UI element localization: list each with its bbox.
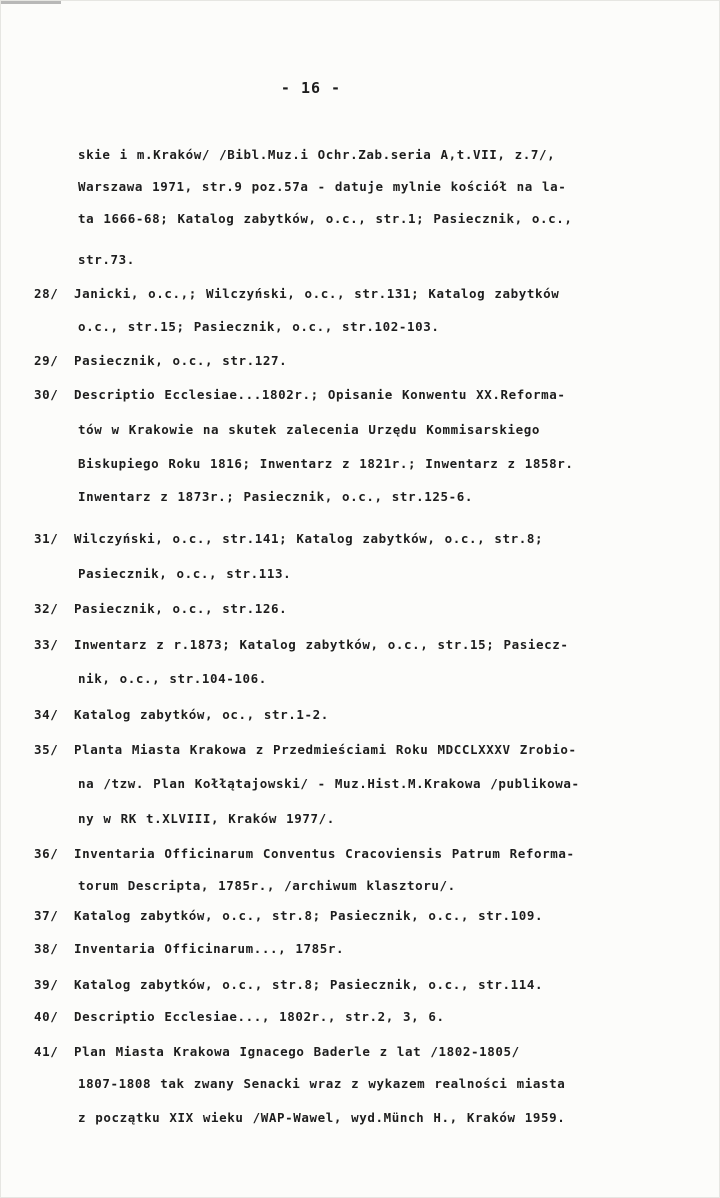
note-number: 30/ [34, 387, 59, 402]
note-number: 33/ [34, 637, 59, 652]
note-number: 39/ [34, 977, 59, 992]
note-number: 40/ [34, 1009, 59, 1024]
note-line: Warszawa 1971, str.9 poz.57a - datuje mylnie kościół na la- [78, 179, 567, 194]
note-line: Pasiecznik, o.c., str.113. [78, 566, 292, 581]
note-number: 34/ [34, 707, 59, 722]
note-line: tów w Krakowie na skutek zalecenia Urzędu Kommisarskiego [78, 422, 541, 437]
note-line: Katalog zabytków, oc., str.1-2. [74, 707, 329, 722]
note-number: 35/ [34, 742, 59, 757]
note-line: Inwentarz z r.1873; Katalog zabytków, o.c., str.15; Pasiecz- [74, 637, 569, 652]
note-30 [34, 387, 566, 402]
note-number: 31/ [34, 531, 59, 546]
note-28 [34, 286, 559, 301]
note-number: 38/ [34, 941, 59, 956]
note-number: 41/ [34, 1044, 59, 1059]
note-number: 29/ [34, 353, 59, 368]
note-line: Planta Miasta Krakowa z Przedmieściami Roku MDCCLXXXV Zrobio- [74, 742, 577, 757]
note-line: Inventaria Officinarum Conventus Cracoviensis Patrum Reforma- [74, 846, 575, 861]
note-number: 36/ [34, 846, 59, 861]
note-line: Pasiecznik, o.c., str.127. [74, 353, 288, 368]
note-line: Janicki, o.c.,; Wilczyński, o.c., str.131; Katalog zabytków [74, 286, 560, 301]
note-number: 37/ [34, 908, 59, 923]
note-line: na /tzw. Plan Kołłątajowski/ - Muz.Hist.M.Krakowa /publikowa- [78, 776, 580, 791]
note-line: Katalog zabytków, o.c., str.8; Pasiecznik, o.c., str.109. [74, 908, 544, 923]
note-line: Inventaria Officinarum..., 1785r. [74, 941, 345, 956]
note-line: str.73. [78, 252, 135, 267]
note-line: Katalog zabytków, o.c., str.8; Pasiecznik, o.c., str.114. [74, 977, 544, 992]
note-41 [34, 1044, 520, 1059]
note-29 [34, 353, 287, 368]
note-line: nik, o.c., str.104-106. [78, 671, 267, 686]
note-38 [34, 941, 344, 956]
note-line: Descriptio Ecclesiae...1802r.; Opisanie Konwentu XX.Reforma- [74, 387, 566, 402]
note-line: ta 1666-68; Katalog zabytków, o.c., str.1; Pasiecznik, o.c., [78, 211, 573, 226]
note-line: o.c., str.15; Pasiecznik, o.c., str.102-103. [78, 319, 440, 334]
note-line: Wilczyński, o.c., str.141; Katalog zabytków, o.c., str.8; [74, 531, 544, 546]
note-31 [34, 531, 543, 546]
note-39 [34, 977, 543, 992]
note-36 [34, 846, 575, 861]
note-33 [34, 637, 569, 652]
note-line: Biskupiego Roku 1816; Inwentarz z 1821r.; Inwentarz z 1858r. [78, 456, 574, 471]
note-35 [34, 742, 577, 757]
note-line: Pasiecznik, o.c., str.126. [74, 601, 288, 616]
note-40 [34, 1009, 445, 1024]
note-line: Plan Miasta Krakowa Ignacego Baderle z lat /1802-1805/ [74, 1044, 520, 1059]
note-line: Descriptio Ecclesiae..., 1802r., str.2, 3, 6. [74, 1009, 445, 1024]
page-number: - 16 - [280, 79, 342, 97]
note-34 [34, 707, 329, 722]
scan-edge-mark [1, 1, 61, 22]
note-line: torum Descripta, 1785r., /archiwum klasztoru/. [78, 878, 456, 893]
note-37 [34, 908, 543, 923]
note-line: ny w RK t.XLVIII, Kraków 1977/. [78, 811, 335, 826]
note-number: 32/ [34, 601, 59, 616]
note-line: z początku XIX wieku /WAP-Wawel, wyd.Münch H., Kraków 1959. [78, 1110, 566, 1125]
note-32 [34, 601, 287, 616]
note-number: 28/ [34, 286, 59, 301]
note-line: 1807-1808 tak zwany Senacki wraz z wykazem realności miasta [78, 1076, 566, 1091]
note-line: Inwentarz z 1873r.; Pasiecznik, o.c., str.125-6. [78, 489, 474, 504]
note-line: skie i m.Kraków/ /Bibl.Muz.i Ochr.Zab.seria A,t.VII, z.7/, [78, 147, 556, 162]
